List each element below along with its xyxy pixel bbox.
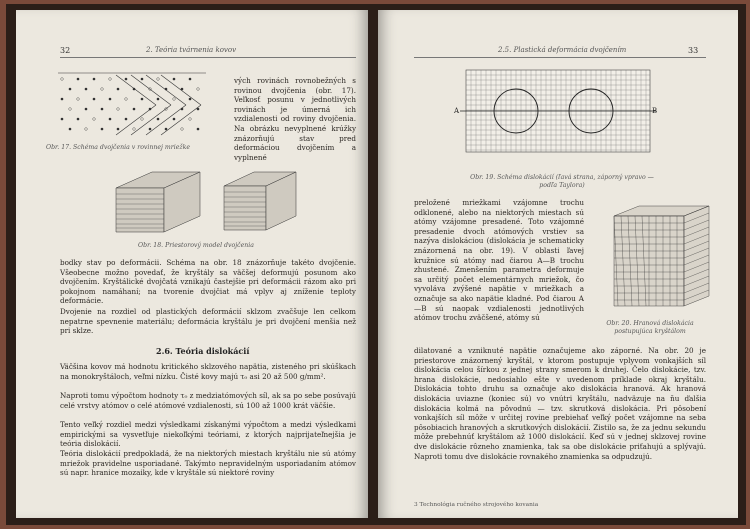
book-spread (6, 4, 746, 525)
header-rule (414, 57, 706, 58)
footnote: 3 Technológia ručného strojového kovania (414, 502, 539, 508)
label-b: B (652, 107, 658, 115)
paragraph-6: Teória dislokácií predpokladá, že na niektorých miestach kryštálu nie sú atómy mriežok pravidelne usporiadané. Takýmto nepravidelným usporiadaním atómov sú napr. hranice mozaiky, kde v kryštále sú niektoré roviny (60, 449, 356, 478)
figure-18-model (112, 168, 302, 238)
page-number: 32 (60, 46, 71, 55)
figure-20-caption: Obr. 20. Hranová dislokácia postupujúca kryštálom (606, 320, 694, 335)
figure-17-lattice (56, 65, 216, 141)
paragraph-3: Väčšina kovov má hodnotu kritického sklzového napätia, zistenéhо pri skúškach na monokryštáloch, veľmi nízku. Čisté kovy majú τ₀ asi 20 až 500 g/mm². (60, 362, 356, 381)
paragraph-5: Tento veľký rozdiel medzi výsledkami získanými výpočtom a medzi výsledkami empirickými sa vysvetľuje niekoľkými teóriami, z ktorých najprijateľnejšia je teória dislokácií. (60, 420, 356, 449)
left-page (16, 10, 368, 518)
figure-17-side-text: vých rovinách rovnobežných s rovinou dvojčenia (obr. 17). Veľkosť posunu v jednotlivých rovinách je úmerná ich vzdialenosti od roviny dvojčenia. Na obrázku nevyplnené krúžky znázorňujú stav pred deformáciou dvojčením a vyplnené (234, 76, 356, 162)
paragraph-4: Naproti tomu výpočtom hodnoty τ₀ z medziatómových síl, ak sa po sebe posúvajú celé vrstvy atómov o celé atómové vzdialenosti, sú 100 až 1000 krát väčšie. (60, 391, 356, 410)
figure-19-caption: Obr. 19. Schéma dislokácií (ľavá strana, záporný vpravo — podľa Taylora) (470, 174, 654, 189)
column-text: preložené mriežkami vzájomne trochu odklonené, alebo na niektorých miestach sú atómy vzájomne presadené. Toto vzájomné presadenie dvoch atómových vrstiev sa nazýva dislokáciou (dislokácia je schematicky znázornená na obr. 19). V oblasti ľavej kružnice sú atómy nad čiarou A—B trochu zhustené. Zmenšením parametra deformuje sa určitý počet elementárnych mriežok, čo vyvoláva zvýšené napätie v mriežkach a označuje sa ako napätie kladné. Pod čiarou A—B sú naopak vzdialenosti jednotlivých atómov trochu zväčšené, atómy sú (414, 198, 584, 323)
figure-17-caption: Obr. 17. Schéma dvojčenia v rovinnej mriežke (46, 144, 191, 151)
section-title: 2.6. Teória dislokácií (156, 346, 250, 356)
right-page (378, 10, 738, 518)
figure-19-grid (454, 70, 658, 152)
paragraph-2: Dvojenie na rozdiel od plastických deformácií sklzom zvačšuje len celkom nepatrne spevnenie materiálu; deformácia kryštálu je pri dvojčení menšia než pri sklze. (60, 307, 356, 336)
label-a: A (454, 107, 460, 115)
running-head: 2.5. Plastická deformácia dvojčením (498, 46, 627, 54)
figure-18-caption: Obr. 18. Priestorový model dvojčenia (138, 242, 254, 249)
page-number: 33 (688, 46, 699, 55)
running-head: 2. Teória tvárnenia kovov (146, 46, 237, 54)
header-rule (60, 57, 356, 58)
figure-20-crystal (594, 206, 714, 314)
full-width-text: dilatované a vzniknuté napätie označujeme ako záporné. Na obr. 20 je priestorove znázornený kryštál, v ktorom postupuje vplyvom vonkajších síl dislokácia celou šírkou z jednej strany smerom k druhej. Čelo dislokácie, tzv. hrana dislokácie, nedosiahlo ešte v uvedenom príklade okraj kryštálu. Dislokácia tohto druhu sa označuje ako dislokácia hranová. Ak hranová dislokácia uviazne (koniec sú) vo vnútri kryštálu, nadväzuje na ňu ďalšia dislokácia kolmá na pôvodnú — tzv. skrutková dislokácia. Pri pôsobení vonkajších síl môže v určitej rovine prebiehať veľký počet vzájomne na seba pôsobiacich hranových a skrutkových dislokácií. Zistilo sa, že za jednu sekundu môže prebehnúť kryštálom až 1000 dislokácií. Keď sú v jednej sklzovej rovine dve dislokácie rôzneho znamienka, tak sa obe dislokácie priťahujú a splývajú. Naproti tomu dve dislokácie rovnakého znamienka sa odpudzujú. (414, 346, 706, 461)
paragraph-1: bodky stav po deformácii. Schéma na obr. 18 znázorňuje takéto dvojčenie. Všeobecne možno povedať, že kryštály sa väčšej deformujú posunom ako dvojčením. Kryštálické dvojčatá vznikajú častejšie pri deformácii rázom ako pri pokojnom namáhaní; na tvorenie dvojčiat má vplyv aj zníženie teploty deformácie. (60, 258, 356, 306)
